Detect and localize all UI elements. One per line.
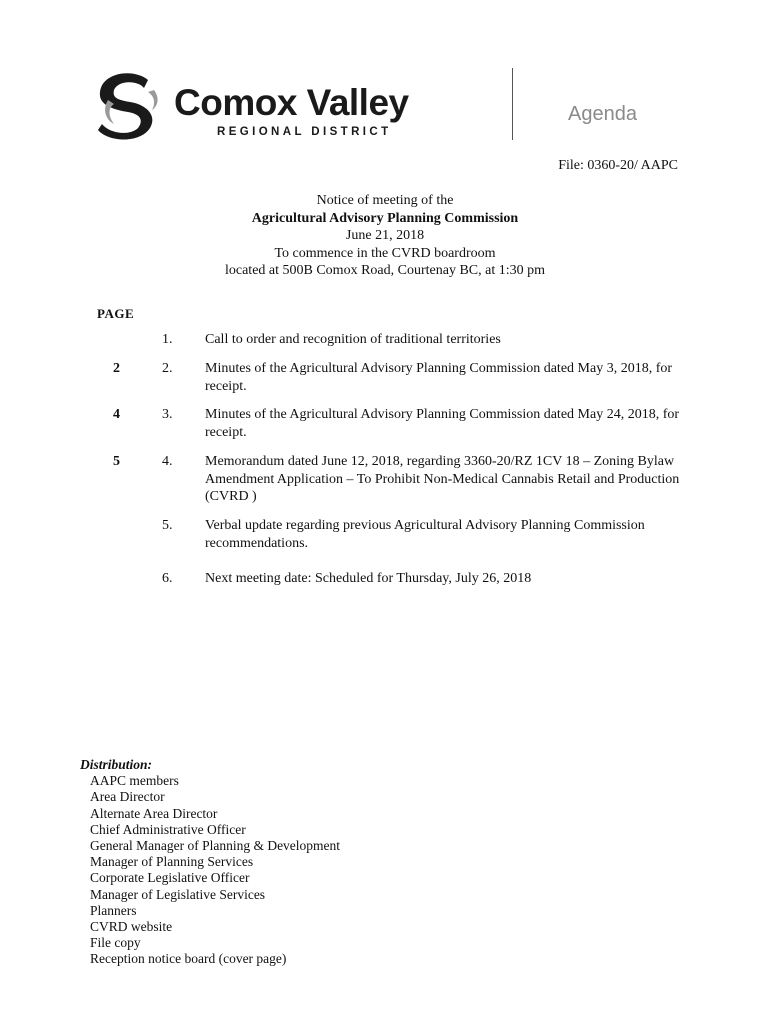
page-column-label: PAGE xyxy=(97,306,135,321)
logo-name: Comox Valley xyxy=(174,82,409,123)
document-type: Agenda xyxy=(568,103,637,125)
distribution-item: File copy xyxy=(90,935,141,951)
agenda-item-text: Memorandum dated June 12, 2018, regarding 3360-20/RZ 1CV 18 – Zoning Bylaw Amendment Application – To Prohibit Non-Medical Cannabis Retail and Production (CVRD ) xyxy=(205,454,680,504)
distribution-item: AAPC members xyxy=(90,773,179,789)
meeting-venue: To commence in the CVRD boardroom xyxy=(274,245,496,261)
distribution-item: Alternate Area Director xyxy=(90,805,218,821)
agenda-item-number: 1. xyxy=(162,332,173,347)
distribution-item: CVRD website xyxy=(90,919,173,935)
notice-intro: Notice of meeting of the xyxy=(316,193,454,208)
distribution-item: Area Director xyxy=(90,789,165,805)
commission-name: Agricultural Advisory Planning Commission xyxy=(251,210,519,226)
agenda-item-number: 2. xyxy=(162,361,173,376)
logo-subtitle: REGIONAL DISTRICT xyxy=(217,126,392,138)
agenda-item-page: 5 xyxy=(113,454,120,469)
distribution-item: Corporate Legislative Officer xyxy=(90,870,250,886)
agenda-item-page: 4 xyxy=(113,407,120,422)
agenda-item-text: Next meeting date: Scheduled for Thursday, July 26, 2018 xyxy=(205,571,532,586)
distribution-item: Chief Administrative Officer xyxy=(90,821,246,837)
header-divider xyxy=(512,68,513,140)
agenda-item-text: Minutes of the Agricultural Advisory Planning Commission dated May 3, 2018, for receipt. xyxy=(205,361,673,394)
agenda-item-number: 5. xyxy=(162,518,173,533)
meeting-notice xyxy=(0,192,770,280)
distribution-title: Distribution: xyxy=(80,757,153,772)
cvrd-swirl-icon xyxy=(94,70,166,140)
file-number: File: 0360-20/ AAPC xyxy=(558,158,678,173)
distribution-item: Manager of Legislative Services xyxy=(90,886,266,902)
agenda-item-number: 4. xyxy=(162,454,173,469)
distribution-item: General Manager of Planning & Development xyxy=(90,838,341,854)
meeting-location-time: located at 500B Comox Road, Courtenay BC, at 1:30 pm xyxy=(224,263,546,278)
distribution-list xyxy=(80,757,340,968)
distribution-item: Reception notice board (cover page) xyxy=(90,951,287,967)
agenda-item-text: Minutes of the Agricultural Advisory Planning Commission dated May 24, 2018, for receipt. xyxy=(205,407,680,440)
distribution-items xyxy=(80,773,340,967)
agenda-item-text: Verbal update regarding previous Agricultural Advisory Planning Commission recommendations. xyxy=(205,518,645,551)
agenda-item-text: Call to order and recognition of traditional territories xyxy=(205,332,501,347)
distribution-item: Manager of Planning Services xyxy=(90,854,254,870)
agenda-item-number: 3. xyxy=(162,407,173,422)
agenda-item-number: 6. xyxy=(162,571,173,586)
distribution-item: Planners xyxy=(90,902,137,918)
cvrd-logo xyxy=(94,70,409,150)
agenda-item-page: 2 xyxy=(113,361,120,376)
meeting-date: June 21, 2018 xyxy=(345,228,425,243)
